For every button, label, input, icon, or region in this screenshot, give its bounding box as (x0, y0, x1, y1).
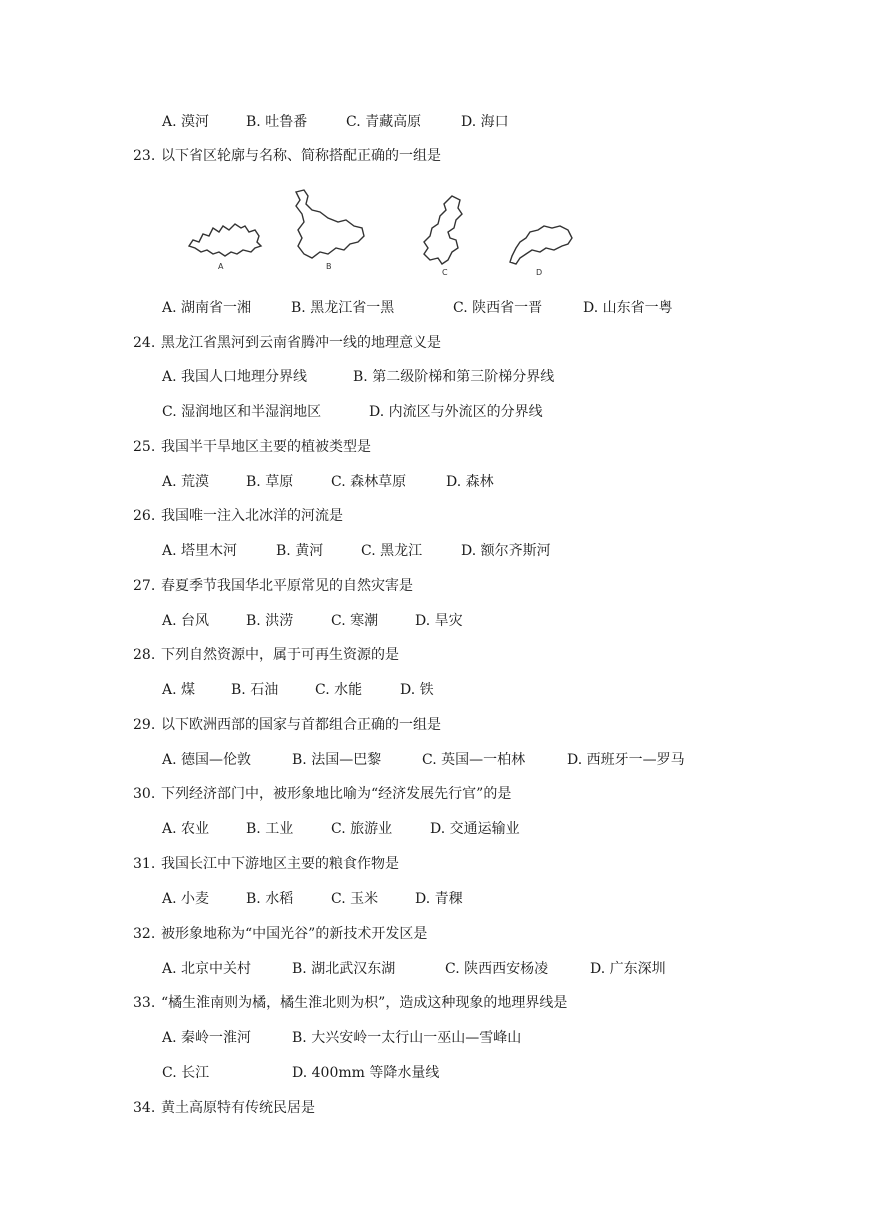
q26-option-a: A. 塔里木河 (162, 543, 238, 559)
q26-option-c: C. 黑龙江 (361, 543, 423, 559)
province-outline-b (290, 188, 370, 266)
q32-option-d: D. 广东深圳 (590, 961, 666, 977)
q22-option-d: D. 海口 (461, 114, 509, 130)
q34-number: 34. (133, 1100, 156, 1116)
q23-stem (133, 146, 441, 166)
q29-stem (133, 715, 441, 735)
q31-option-b: B. 水稻 (246, 891, 294, 907)
map-label-c: C (442, 268, 448, 277)
q26-stem (133, 506, 343, 526)
q23-number: 23. (133, 148, 156, 164)
q23-text: 以下省区轮廓与名称、简称搭配正确的一组是 (161, 148, 441, 164)
q33-option-c: C. 长江 (162, 1065, 210, 1081)
q26-option-d: D. 额尔齐斯河 (461, 543, 551, 559)
q28-option-c: C. 水能 (315, 682, 363, 698)
q28-option-d: D. 铁 (400, 682, 434, 698)
q23-option-c: C. 陕西省一晋 (453, 300, 543, 316)
q25-option-a: A. 荒漠 (162, 474, 210, 490)
q32-stem (133, 924, 427, 944)
q24-option-d: D. 内流区与外流区的分界线 (369, 404, 543, 420)
q30-option-a: A. 农业 (162, 821, 210, 837)
q23-option-a: A. 湖南省一湘 (162, 300, 252, 316)
q25-number: 25. (133, 439, 156, 455)
q30-option-c: C. 旅游业 (331, 821, 393, 837)
q30-option-b: B. 工业 (246, 821, 294, 837)
q29-option-b: B. 法国—巴黎 (292, 752, 382, 768)
q30-number: 30. (133, 786, 156, 802)
q29-option-c: C. 英国—一柏林 (422, 752, 526, 768)
q29-text: 以下欧洲西部的国家与首都组合正确的一组是 (161, 717, 441, 733)
q32-text: 被形象地称为“中国光谷”的新技术开发区是 (161, 926, 428, 942)
q27-stem (133, 576, 413, 596)
q23-option-d: D. 山东省一粤 (583, 300, 673, 316)
q28-option-b: B. 石油 (231, 682, 279, 698)
q26-option-b: B. 黄河 (276, 543, 324, 559)
q24-text: 黑龙江省黑河到云南省腾冲一线的地理意义是 (161, 335, 441, 351)
q34-stem (133, 1098, 315, 1118)
q34-text: 黄土高原特有传统民居是 (161, 1100, 315, 1116)
q31-text: 我国长江中下游地区主要的粮食作物是 (161, 856, 399, 872)
q26-text: 我国唯一注入北冰洋的河流是 (161, 508, 343, 524)
q31-number: 31. (133, 856, 156, 872)
q25-option-d: D. 森林 (446, 474, 494, 490)
q27-option-c: C. 寒潮 (331, 613, 379, 629)
q29-option-a: A. 德国—伦敦 (162, 752, 252, 768)
q25-option-c: C. 森林草原 (331, 474, 407, 490)
province-outline-a (185, 218, 265, 263)
q32-option-b: B. 湖北武汉东湖 (292, 961, 396, 977)
q24-number: 24. (133, 335, 156, 351)
q32-option-a: A. 北京中关村 (162, 961, 252, 977)
q22-option-a: A. 漠河 (162, 114, 210, 130)
map-label-a: A (218, 262, 224, 271)
q28-option-a: A. 煤 (162, 682, 196, 698)
q22-option-c: C. 青藏高原 (346, 114, 422, 130)
q29-option-d: D. 西班牙一—罗马 (567, 752, 685, 768)
q30-option-d: D. 交通运输业 (430, 821, 520, 837)
q25-option-b: B. 草原 (246, 474, 294, 490)
q27-option-d: D. 旱灾 (415, 613, 463, 629)
q24-option-b: B. 第二级阶梯和第三阶梯分界线 (353, 369, 555, 385)
q31-stem (133, 854, 399, 874)
q28-stem (133, 645, 399, 665)
q24-option-c: C. 湿润地区和半湿润地区 (162, 404, 322, 420)
q33-text: “橘生淮南则为橘，橘生淮北则为枳”，造成这种现象的地理界线是 (161, 995, 568, 1011)
province-outline-c (418, 194, 472, 270)
q31-option-a: A. 小麦 (162, 891, 210, 907)
q23-option-b: B. 黑龙江省一黑 (291, 300, 395, 316)
q30-stem (133, 784, 511, 804)
q32-option-c: C. 陕西西安杨凌 (445, 961, 549, 977)
q28-number: 28. (133, 647, 156, 663)
q27-number: 27. (133, 578, 156, 594)
q22-option-b: B. 吐鲁番 (246, 114, 308, 130)
q25-stem (133, 437, 371, 457)
q24-stem (133, 333, 441, 353)
q28-text: 下列自然资源中，属于可再生资源的是 (161, 647, 399, 663)
q30-text: 下列经济部门中，被形象地比喻为“经济发展先行官”的是 (161, 786, 512, 802)
q25-text: 我国半干旱地区主要的植被类型是 (161, 439, 371, 455)
map-label-d: D (536, 268, 543, 277)
q31-option-c: C. 玉米 (331, 891, 379, 907)
map-label-b: B (326, 262, 332, 271)
q27-text: 春夏季节我国华北平原常见的自然灾害是 (161, 578, 413, 594)
q26-number: 26. (133, 508, 156, 524)
q32-number: 32. (133, 926, 156, 942)
q33-number: 33. (133, 995, 156, 1011)
q27-option-b: B. 洪涝 (246, 613, 294, 629)
q31-option-d: D. 青稞 (415, 891, 463, 907)
q33-stem (133, 993, 567, 1013)
q24-option-a: A. 我国人口地理分界线 (162, 369, 308, 385)
q27-option-a: A. 台风 (162, 613, 210, 629)
province-outline-d (506, 220, 576, 266)
q33-option-a: A. 秦岭一淮河 (162, 1030, 252, 1046)
q33-option-d: D. 400mm 等降水量线 (292, 1065, 440, 1081)
q29-number: 29. (133, 717, 156, 733)
q33-option-b: B. 大兴安岭一太行山一巫山—雪峰山 (292, 1030, 522, 1046)
province-outline-figure (180, 188, 600, 278)
